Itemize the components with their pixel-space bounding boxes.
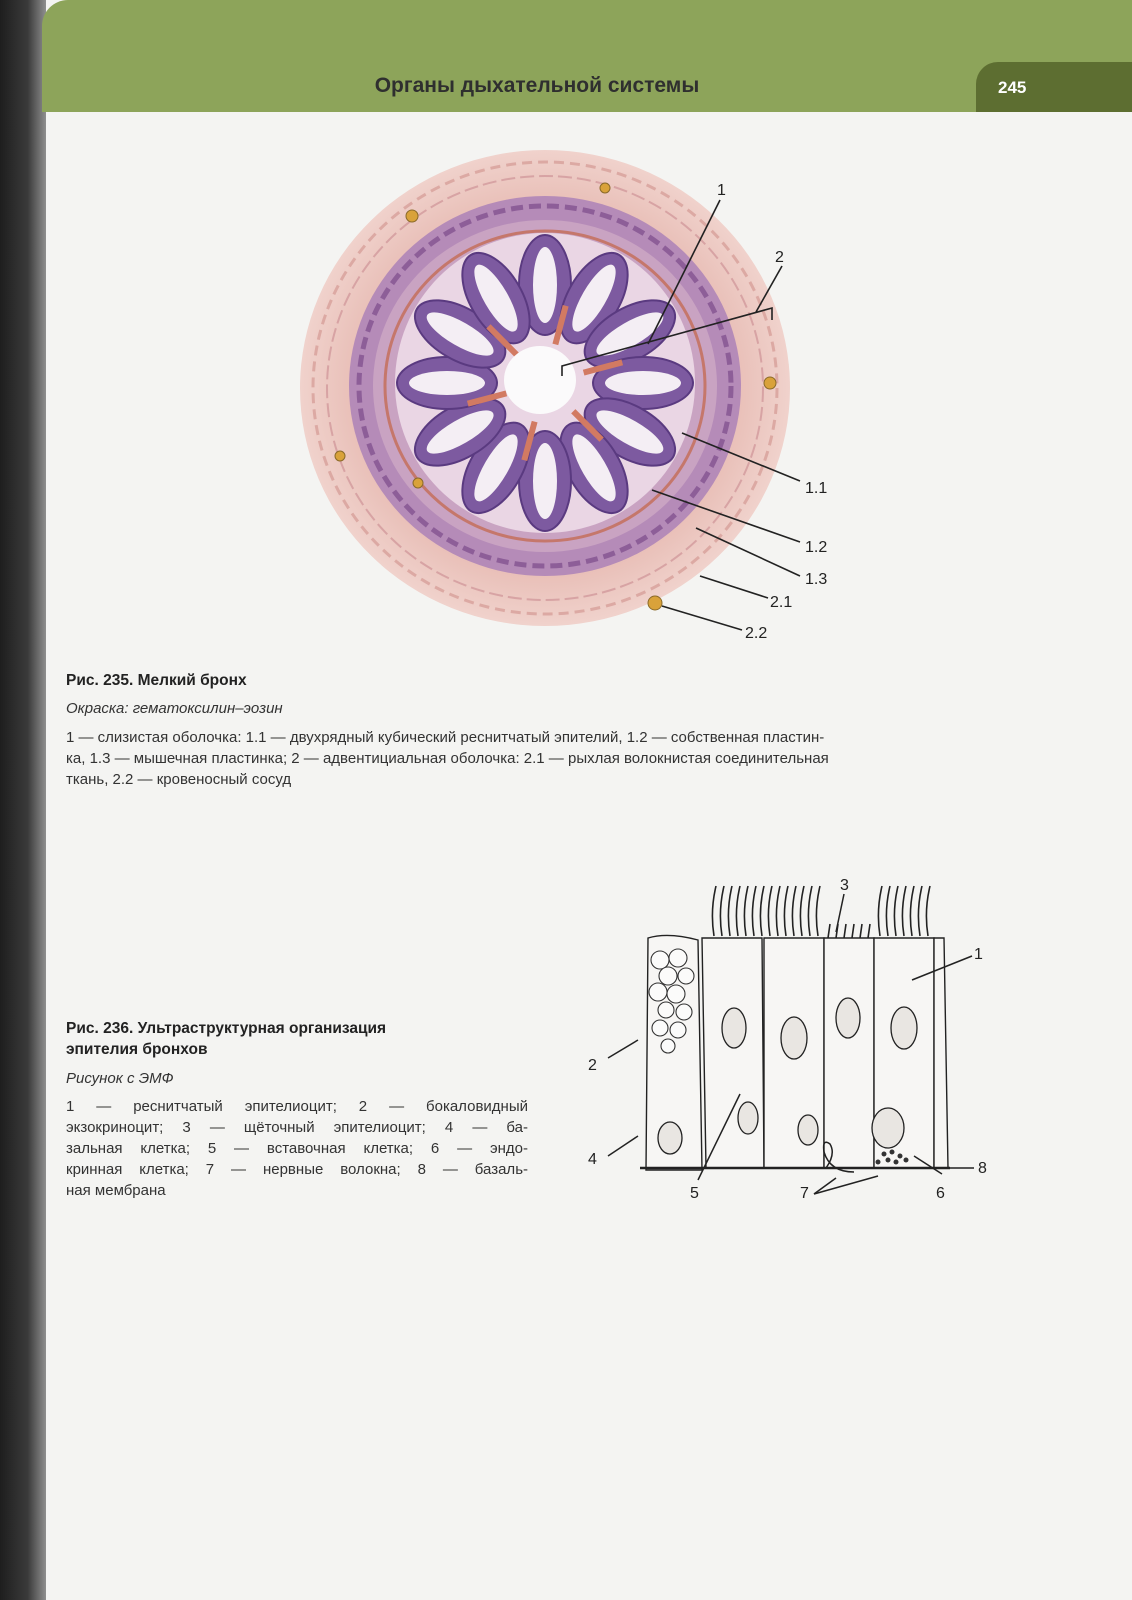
bronchus-illustration bbox=[300, 148, 860, 668]
book-spine-shadow bbox=[0, 0, 46, 1600]
figure2-legend-line: ная мембрана bbox=[66, 1182, 166, 1199]
chapter-title: Органы дыхательной системы bbox=[374, 74, 700, 97]
figure2-subtitle: Рисунок с ЭМФ bbox=[66, 1070, 174, 1087]
fig2-label-7: 7 bbox=[800, 1185, 809, 1202]
fig2-label-8: 8 bbox=[978, 1160, 987, 1177]
figure1-subtitle: Окраска: гематоксилин–эозин bbox=[66, 700, 283, 717]
cilia bbox=[712, 886, 930, 938]
figure2-title bbox=[66, 1018, 386, 1060]
fig1-label-2-2: 2.2 bbox=[745, 625, 768, 642]
fig1-label-1: 1 bbox=[717, 182, 726, 199]
figure1-legend bbox=[66, 727, 1026, 790]
fig2-label-3: 3 bbox=[840, 877, 849, 894]
figure2-legend-line: кринная клетка; 7 — нервные волокна; 8 — базаль- bbox=[66, 1161, 528, 1178]
figure1-title: Рис. 235. Мелкий бронх bbox=[66, 672, 247, 689]
figure2-legend-line: экзокриноцит; 3 — щёточный эпителиоцит; 4 — ба- bbox=[66, 1119, 528, 1136]
fig2-label-2: 2 bbox=[588, 1057, 597, 1074]
fig1-label-1-1: 1.1 bbox=[805, 480, 828, 497]
fig1-label-1-3: 1.3 bbox=[805, 571, 828, 588]
fig2-label-5: 5 bbox=[690, 1185, 699, 1202]
figure2-legend-line: зальная клетка; 5 — вставочная клетка; 6 — эндо- bbox=[66, 1140, 528, 1157]
figure1-legend-line: ткань, 2.2 — кровеносный сосуд bbox=[66, 771, 292, 788]
fig1-label-1-2: 1.2 bbox=[805, 539, 828, 556]
figure2-legend bbox=[66, 1096, 528, 1201]
figure2-title-line: эпителия бронхов bbox=[66, 1041, 208, 1058]
fig2-label-4: 4 bbox=[588, 1151, 597, 1168]
bronchus-lumen bbox=[504, 346, 576, 414]
fig1-label-2-1: 2.1 bbox=[770, 594, 793, 611]
figure2-legend-line: 1 — реснитчатый эпителиоцит; 2 — бокаловидный bbox=[66, 1098, 528, 1115]
epithelium-illustration bbox=[588, 868, 1018, 1228]
chapter-header bbox=[42, 0, 1132, 112]
fig2-label-6: 6 bbox=[936, 1185, 945, 1202]
page-number: 245 bbox=[998, 78, 1027, 97]
figure2-title-line: Рис. 236. Ультраструктурная организация bbox=[66, 1020, 387, 1037]
fig2-label-1: 1 bbox=[974, 946, 983, 963]
figure1-legend-line: ка, 1.3 — мышечная пластинка; 2 — адвентициальная оболочка: 2.1 — рыхлая волокнистая соединительная bbox=[66, 750, 829, 767]
fig1-label-2: 2 bbox=[775, 249, 784, 266]
figure1-legend-line: 1 — слизистая оболочка: 1.1 — двухрядный кубический реснитчатый эпителий, 1.2 — собственная пластин- bbox=[66, 729, 825, 746]
